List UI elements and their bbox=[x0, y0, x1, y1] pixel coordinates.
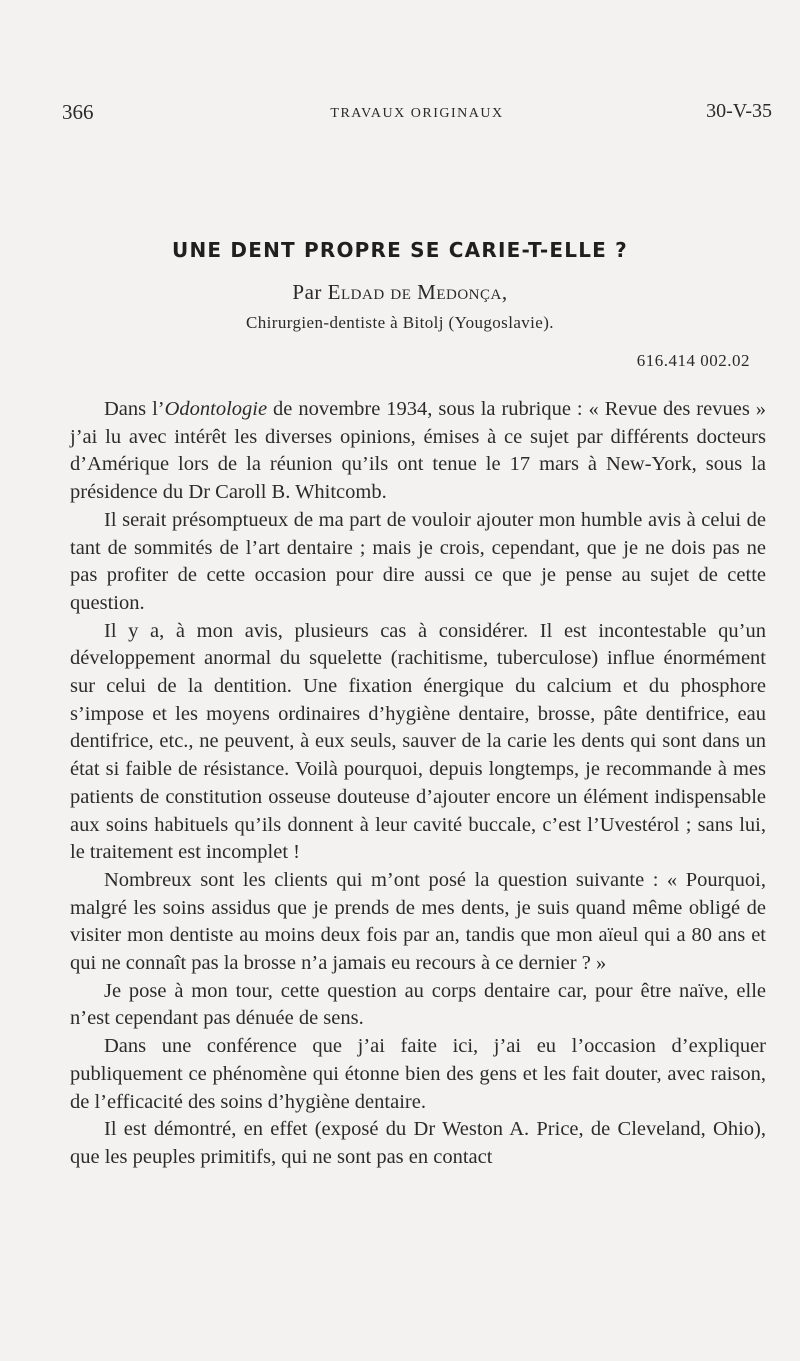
paragraph: Il y a, à mon avis, plusieurs cas à considérer. Il est incontestable qu’un développement anormal du squelette (rachitisme, tuberculose) influe énormément sur celui de la dentition. Une fixation énergique du calcium et du phosphore s’impose et les moyens ordinaires d’hygiène dentaire, brosse, pâte dentifrice, eau dentifrice, etc., ne peuvent, à eux seuls, sauver de la carie les dents qui sont dans un état si faible de résistance. Voilà pourquoi, depuis longtemps, je recommande à mes patients de constitution osseuse douteuse d’ajouter encore un élément indispensable aux soins habituels qu’ils donnent à leur cavité buccale, c’est l’Uvestérol ; sans lui, le traitement est incomplet ! bbox=[70, 619, 766, 864]
paragraph: Il est démontré, en effet (exposé du Dr Weston A. Price, de Cleveland, Ohio), que les peuples primitifs, qui ne sont pas en contact bbox=[70, 1118, 766, 1168]
author-name: Eldad de Medonça, bbox=[327, 280, 508, 304]
byline bbox=[0, 280, 800, 305]
paragraph: Nombreux sont les clients qui m’ont posé la question suivante : « Pourquoi, malgré les soins assidus que je prends de mes dents, je suis quand même obligé de visiter mon dentiste au moins deux fois par an, tandis que mon aïeul qui a 80 ans et qui ne connaît pas la brosse n’a jamais eu recours à ce dernier ? » bbox=[70, 868, 766, 975]
paragraph: Dans une conférence que j’ai faite ici, j’ai eu l’occasion d’expliquer publiquement ce phénomène qui étonne bien des gens et les fait douter, avec raison, de l’efficacité des soins d’hygiène dentaire. bbox=[70, 1035, 766, 1113]
section-title: TRAVAUX ORIGINAUX bbox=[330, 106, 504, 121]
paragraph: Je pose à mon tour, cette question au corps dentaire car, pour être naïve, elle n’est cependant pas dénuée de sens. bbox=[70, 979, 766, 1030]
paragraph: Dans l’Odontologie de novembre 1934, sous la rubrique : « Revue des revues » j’ai lu avec intérêt les diverses opinions, émises à ce sujet par différents docteurs d’Amérique lors de la réunion qu’ils ont tenue le 17 mars à New-York, sous la présidence du Dr Caroll B. Whitcomb. bbox=[70, 398, 766, 504]
page-number: 366 bbox=[62, 100, 94, 124]
issue-date: 30-V-35 bbox=[706, 100, 772, 122]
byline-prefix: Par bbox=[292, 280, 322, 304]
article-title: UNE DENT PROPRE SE CARIE-T-ELLE ? bbox=[172, 238, 628, 262]
paragraph: Il serait présomptueux de ma part de vouloir ajouter mon humble avis à celui de tant de sommités de l’art dentaire ; mais je crois, cependant, que je ne dois pas ne pas profiter de cette occasion pour dire aussi ce que je pense au sujet de cette question. bbox=[70, 508, 766, 614]
journal-name: Odontologie bbox=[164, 398, 268, 420]
article-body bbox=[70, 396, 766, 1172]
author-affiliation: Chirurgien-dentiste à Bitolj (Yougoslavie). bbox=[246, 313, 554, 332]
classification-number: 616.414 002.02 bbox=[636, 351, 750, 370]
running-head bbox=[62, 100, 772, 130]
